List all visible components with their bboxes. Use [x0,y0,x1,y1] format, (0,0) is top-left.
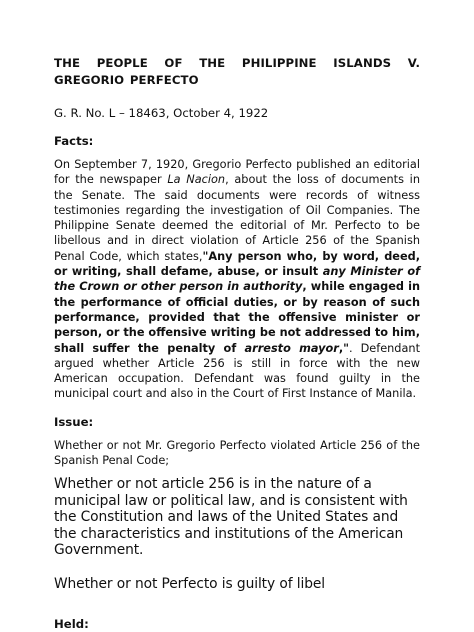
issue-1: Whether or not Mr. Gregorio Perfecto violated Article 256 of the Spanish Penal Code; [54,438,420,468]
facts-paragraph [54,157,420,402]
document-page [54,55,420,632]
newspaper-name: La Nacion [167,173,226,187]
facts-text-3: . Defendant argued whether Article 256 is still in force with the new American occupation. Defendant was found guilty in the municipal court and also in the Court of First Instance of Manila. [54,341,420,401]
facts-text-2: , about the loss of documents in the Senate. The said documents were records of witness testimonies regarding the investigation of Oil Companies. The Philippine Senate deemed the editorial of Mr. Perfecto to be libellous and in direct violation of Article 256 of the Spanish Penal Code, which states, [54,173,420,263]
case-title: THE PEOPLE OF THE PHILIPPINE ISLANDS V. GREGORIO PERFECTO [54,56,420,87]
issue-heading: Issue: [54,414,94,429]
case-number: G. R. No. L – 18463, October 4, 1922 [54,106,269,120]
quote-italic-2: arresto mayor [244,341,339,355]
article-quote [54,250,420,355]
issue-3: Whether or not Perfecto is guilty of libel [54,575,325,592]
facts-heading: Facts: [54,134,94,148]
held-heading: Held: [54,617,89,632]
quote-text-1: "Any person who, by word, deed, or writing, shall defame, abuse, or insult [54,249,420,279]
quote-text-2: , while engaged in the performance of official duties, or by reason of such performance, provided that the offensive minister or person, or the offensive writing be not addressed to him, shall suffer the penalty of [54,280,420,355]
quote-text-3: ," [338,341,350,355]
quote-italic-1: any Minister of the Crown or other person in authority [54,265,420,294]
issue-2: Whether or not article 256 is in the nature of a municipal law or political law, and is consistent with the Constitution and laws of the United States and the characteristics and institutions of the American Government. [54,476,408,559]
facts-text-1: On September 7, 1920, Gregorio Perfecto published an editorial for the newspaper [54,158,420,187]
